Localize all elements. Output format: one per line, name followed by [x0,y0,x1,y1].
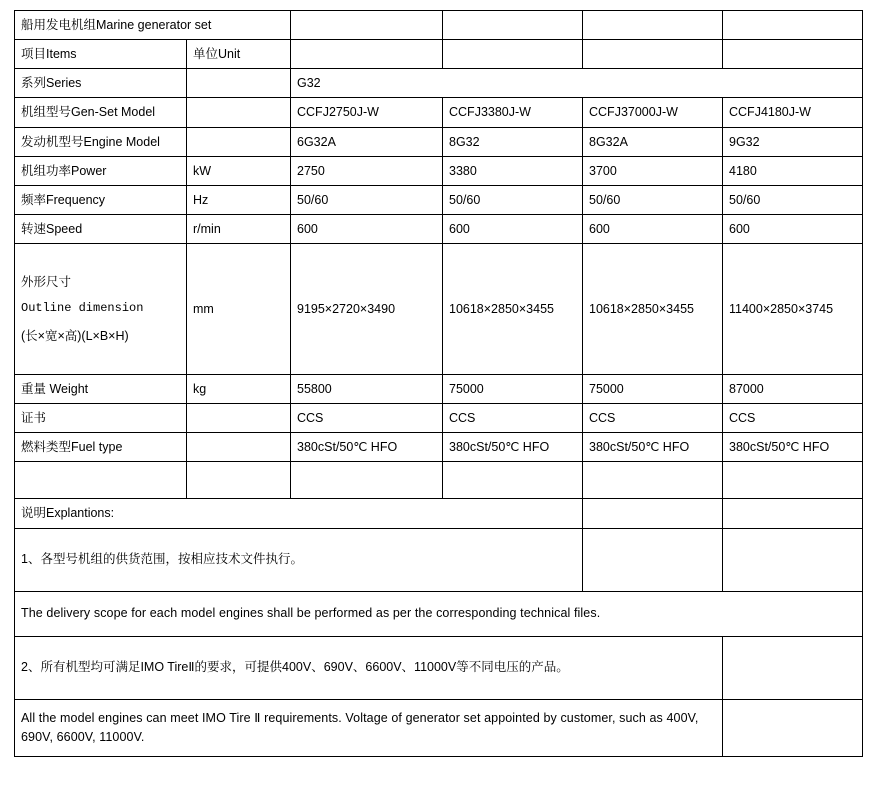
row-label-fuel-type: 燃料类型Fuel type [15,433,187,462]
title-spacer-3 [583,11,723,40]
outline-dimension-row [15,244,863,375]
row-value-speed-3: 600 [583,214,723,243]
title-row [15,11,863,40]
title-spacer-1 [291,11,443,40]
row-value-weight-2: 75000 [443,375,583,404]
row-value-power-3: 3700 [583,156,723,185]
row-value-certificate-1: CCS [291,404,443,433]
row-value-certificate-4: CCS [723,404,863,433]
row-value-power-1: 2750 [291,156,443,185]
explanations-heading: 说明Explantions: [15,499,583,528]
row-unit-genset-model [187,98,291,127]
weight-row [15,375,863,404]
row-value-fuel-type-4: 380cSt/50℃ HFO [723,433,863,462]
row-label-frequency: 频率Frequency [15,185,187,214]
title-spacer-2 [443,11,583,40]
row-value-genset-model-4: CCFJ4180J-W [723,98,863,127]
items-header: 项目Items [15,40,187,69]
outline-label-line-1: 外形尺寸 [21,275,72,290]
row-value-genset-model-2: CCFJ3380J-W [443,98,583,127]
header-spacer-1 [291,40,443,69]
row-label-engine-model: 发动机型号Engine Model [15,127,187,156]
unit-header: 单位Unit [187,40,291,69]
blank-cell-6 [723,462,863,499]
explanations-heading-row [15,499,863,528]
row-value-genset-model-3: CCFJ37000J-W [583,98,723,127]
row-value-fuel-type-1: 380cSt/50℃ HFO [291,433,443,462]
series-row [15,69,863,98]
row-value-speed-4: 600 [723,214,863,243]
row-unit-outline-dimension: mm [187,244,291,375]
blank-cell-5 [583,462,723,499]
power-row [15,156,863,185]
blank-cell-3 [291,462,443,499]
row-unit-power: kW [187,156,291,185]
fuel-type-row [15,433,863,462]
row-value-fuel-type-3: 380cSt/50℃ HFO [583,433,723,462]
row-unit-speed: r/min [187,214,291,243]
row-value-outline-dimension-2: 10618×2850×3455 [443,244,583,375]
marine-generator-spec-table [14,10,863,757]
note2-en: All the model engines can meet IMO Tire Ⅱ requirements. Voltage of generator set appointed by customer, such as 400V, 690V, 6600V, 11000V. [15,699,723,756]
row-label-outline-dimension [15,244,187,375]
row-value-certificate-3: CCS [583,404,723,433]
row-value-series: G32 [291,69,863,98]
document-title: 船用发电机组Marine generator set [15,11,291,40]
row-unit-series [187,69,291,98]
certificate-row [15,404,863,433]
note1-cn-spacer-1 [583,528,723,591]
blank-cell-4 [443,462,583,499]
blank-cell-2 [187,462,291,499]
note2-en-spacer-1 [723,699,863,756]
row-value-weight-1: 55800 [291,375,443,404]
row-value-outline-dimension-3: 10618×2850×3455 [583,244,723,375]
header-spacer-3 [583,40,723,69]
note1-en-row [15,591,863,636]
outline-label-line-2: Outline dimension [21,301,144,316]
row-label-certificate: 证书 [15,404,187,433]
row-value-engine-model-4: 9G32 [723,127,863,156]
note2-cn-row [15,636,863,699]
row-label-speed: 转速Speed [15,214,187,243]
row-value-engine-model-3: 8G32A [583,127,723,156]
header-row [15,40,863,69]
row-value-power-4: 4180 [723,156,863,185]
frequency-row [15,185,863,214]
note2-en-row [15,699,863,756]
note1-cn: 1、各型号机组的供货范围，按相应技术文件执行。 [15,528,583,591]
row-value-engine-model-1: 6G32A [291,127,443,156]
row-value-frequency-3: 50/60 [583,185,723,214]
row-value-engine-model-2: 8G32 [443,127,583,156]
note1-cn-spacer-2 [723,528,863,591]
row-label-series: 系列Series [15,69,187,98]
header-spacer-2 [443,40,583,69]
blank-cell-1 [15,462,187,499]
header-spacer-4 [723,40,863,69]
row-value-genset-model-1: CCFJ2750J-W [291,98,443,127]
explanations-heading-spacer-2 [723,499,863,528]
row-value-outline-dimension-1: 9195×2720×3490 [291,244,443,375]
row-value-frequency-1: 50/60 [291,185,443,214]
row-value-power-2: 3380 [443,156,583,185]
row-label-power: 机组功率Power [15,156,187,185]
row-value-fuel-type-2: 380cSt/50℃ HFO [443,433,583,462]
row-value-outline-dimension-4: 11400×2850×3745 [723,244,863,375]
note1-cn-row [15,528,863,591]
note2-cn: 2、所有机型均可满足IMO TireⅡ的要求，可提供400V、690V、6600V、11000V等不同电压的产品。 [15,636,723,699]
row-unit-engine-model [187,127,291,156]
row-value-speed-2: 600 [443,214,583,243]
row-label-weight: 重量 Weight [15,375,187,404]
row-label-genset-model: 机组型号Gen-Set Model [15,98,187,127]
note2-cn-spacer-1 [723,636,863,699]
row-unit-fuel-type [187,433,291,462]
row-unit-certificate [187,404,291,433]
outline-label-line-3: (长×宽×高)(L×B×H) [21,328,129,343]
row-value-weight-3: 75000 [583,375,723,404]
row-value-frequency-2: 50/60 [443,185,583,214]
explanations-heading-spacer-1 [583,499,723,528]
engine-model-row [15,127,863,156]
row-unit-frequency: Hz [187,185,291,214]
row-value-frequency-4: 50/60 [723,185,863,214]
row-value-speed-1: 600 [291,214,443,243]
row-unit-weight: kg [187,375,291,404]
row-value-certificate-2: CCS [443,404,583,433]
row-value-weight-4: 87000 [723,375,863,404]
blank-separator-row [15,462,863,499]
genset-model-row [15,98,863,127]
note1-en: The delivery scope for each model engines shall be performed as per the corresponding technical files. [15,591,863,636]
speed-row [15,214,863,243]
title-spacer-4 [723,11,863,40]
